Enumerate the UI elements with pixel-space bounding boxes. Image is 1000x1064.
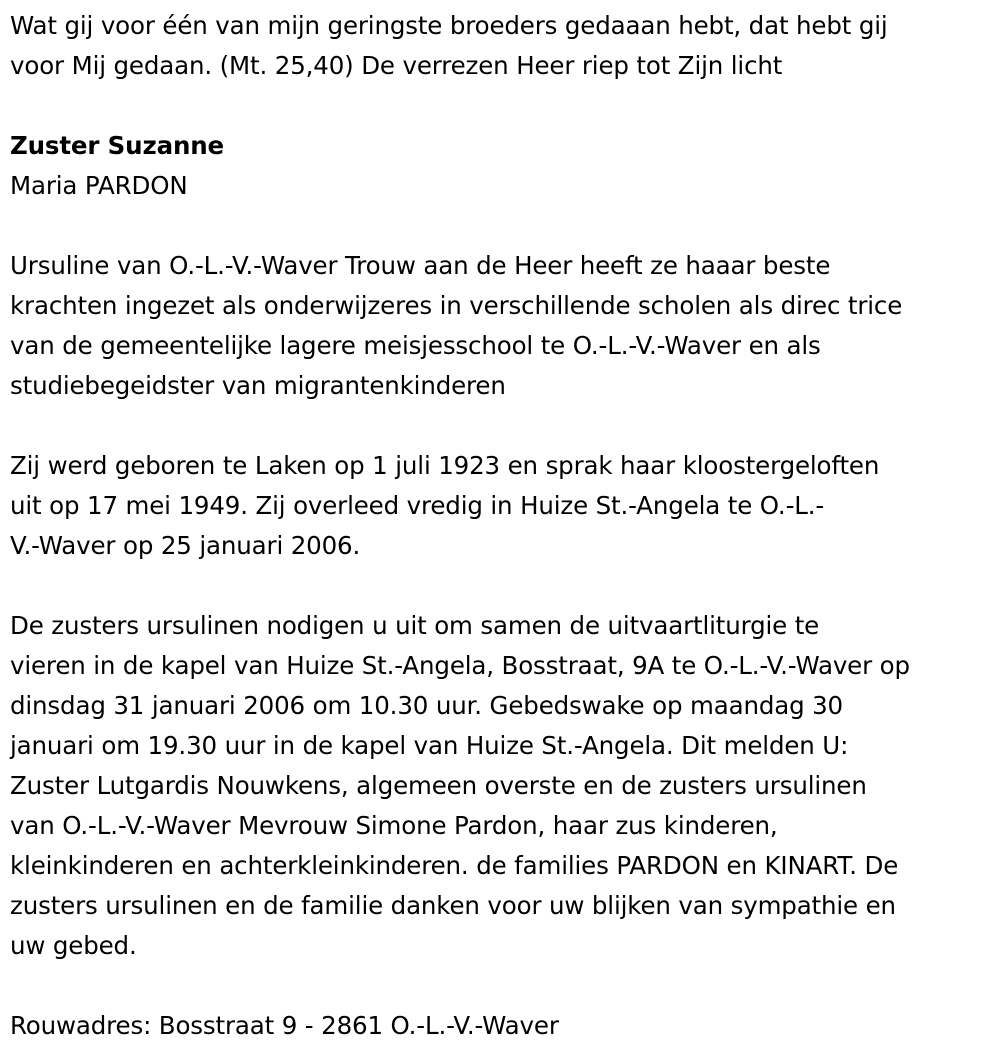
- birth-death-paragraph: Zij werd geboren te Laken op 1 juli 1923 en sprak haar kloostergeloften uit op 17 mei 1949. Zij overleed vredig in Huize St.-Angela te O.-L.- V.-Waver op 25 januari 2006.: [10, 451, 880, 560]
- spacer: [10, 86, 995, 126]
- spacer: [10, 206, 995, 246]
- spacer: [10, 566, 995, 606]
- civil-name: Maria PARDON: [10, 171, 188, 200]
- biography-paragraph: Ursuline van O.-L.-V.-Waver Trouw aan de Heer heeft ze haaar beste krachten ingezet als onderwijzeres in verschillende scholen als direc trice van de gemeentelijke lagere meisjesschool te O.-L.-V.-Waver en als studiebegeidster van migrantenkinderen: [10, 251, 903, 400]
- spacer: [10, 966, 995, 1006]
- obituary-notice: [10, 6, 995, 1046]
- funeral-info-paragraph: De zusters ursulinen nodigen u uit om samen de uitvaartliturgie te vieren in de kapel van Huize St.-Angela, Bosstraat, 9A te O.-L.-V.-Waver op dinsdag 31 januari 2006 om 10.30 uur. Gebedswake op maandag 30 januari om 19.30 uur in de kapel van Huize St.-Angela. Dit melden U: Zuster Lutgardis Nouwkens, algemeen overste en de zusters ursulinen van O.-L.-V.-Waver Mevrouw Simone Pardon, haar zus kinderen, kleinkinderen en achterkleinkinderen. de families PARDON en KINART. De zusters ursulinen en de familie danken voor uw blijken van sympathie en uw gebed.: [10, 611, 910, 960]
- mourning-address: Rouwadres: Bosstraat 9 - 2861 O.-L.-V.-Waver: [10, 1011, 559, 1040]
- religious-name: Zuster Suzanne: [10, 131, 225, 160]
- spacer: [10, 406, 995, 446]
- opening-bible-quote: Wat gij voor één van mijn geringste broeders gedaaan hebt, dat hebt gij voor Mij gedaan. (Mt. 25,40) De verrezen Heer riep tot Zijn licht: [10, 11, 888, 80]
